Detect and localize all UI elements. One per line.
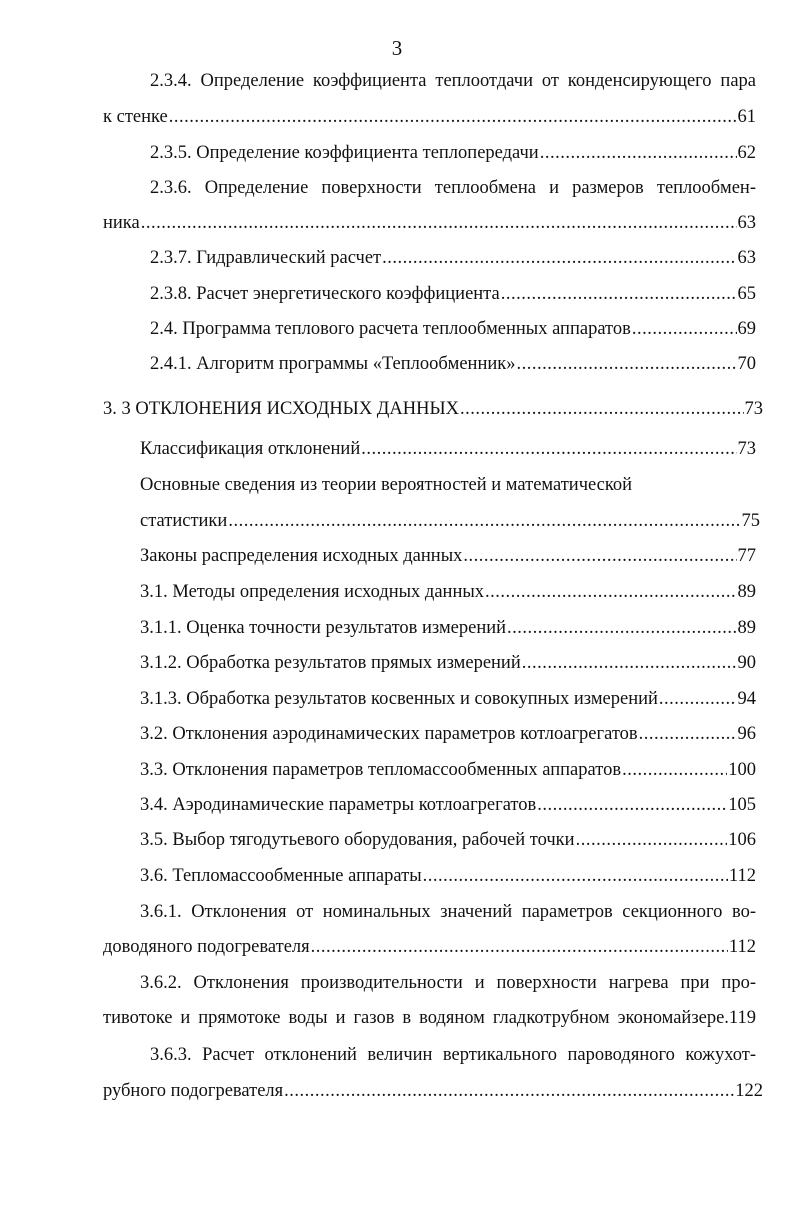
dot-leader [659, 686, 737, 712]
dot-leader [639, 721, 737, 747]
dot-leader [537, 792, 727, 818]
toc-entry-text: к стенке [103, 107, 168, 127]
dot-leader [284, 1078, 734, 1104]
toc-entry-text: рубного подогревателя [103, 1081, 284, 1101]
toc-page-number: 63 [737, 213, 756, 233]
toc-page-number: 89 [737, 618, 756, 638]
dot-leader [361, 436, 736, 462]
toc-entry-text: 2.3.8. Расчет энергетического коэффициента [150, 284, 500, 304]
toc-entry-text: 2.4.1. Алгоритм программы «Теплообменник» [150, 354, 516, 374]
toc-line [140, 863, 756, 889]
dot-leader [382, 245, 736, 271]
toc-entry-text: доводяного подогревателя [103, 937, 310, 957]
toc-line [140, 543, 756, 569]
toc-page-number: 122 [735, 1081, 763, 1101]
toc-line [103, 104, 756, 130]
toc-entry-text: 3.4. Аэродинамические параметры котлоагрегатов [140, 795, 537, 815]
toc-page-number: 62 [737, 143, 756, 163]
toc-page-number: 77 [737, 546, 756, 566]
toc-page-number: 65 [737, 284, 756, 304]
toc-page-number: 89 [737, 582, 756, 602]
toc-page-number: 112 [728, 937, 756, 957]
toc-line [150, 175, 756, 201]
toc-chapter-title: 3. 3 ОТКЛОНЕНИЯ ИСХОДНЫХ ДАННЫХ [103, 399, 459, 419]
toc-line [150, 316, 756, 342]
toc-entry-text: 3.1.1. Оценка точности результатов измерений [140, 618, 507, 638]
dot-leader [463, 543, 736, 569]
toc-line [140, 970, 756, 996]
toc-entry-text: 2.3.6. Определение поверхности теплообмена и размеров теплообмен- [150, 178, 756, 198]
toc-entry-text: 2.4. Программа теплового расчета теплообменных аппаратов [150, 319, 631, 339]
toc-line [150, 68, 756, 94]
dot-leader [522, 650, 737, 676]
toc-entry-text: 3.6.1. Отклонения от номинальных значений параметров секционного во- [140, 902, 756, 922]
toc-line [103, 934, 756, 960]
toc-page-number: 96 [737, 724, 756, 744]
toc-page-number: 90 [737, 653, 756, 673]
toc-entry-text: Законы распределения исходных данных [140, 546, 463, 566]
toc-entry-text: 3.2. Отклонения аэродинамических параметров котлоагрегатов [140, 724, 638, 744]
toc-line [140, 436, 756, 462]
toc-line [150, 1042, 756, 1068]
dot-leader [460, 396, 744, 422]
toc-line [103, 210, 756, 236]
toc-entry-text: статистики [140, 511, 228, 531]
toc-entry-text: Классификация отклонений [140, 439, 361, 459]
toc-line [140, 792, 756, 818]
toc-line [140, 757, 756, 783]
toc-line [150, 351, 756, 377]
toc-entry-text: 2.3.7. Гидравлический расчет [150, 248, 382, 268]
toc-line [150, 281, 756, 307]
toc-line [140, 472, 756, 498]
dot-leader [516, 351, 736, 377]
dot-leader [576, 827, 728, 853]
toc-entry-text: 3.6. Тепломассообменные аппараты [140, 866, 422, 886]
toc-page-number: 105 [728, 795, 756, 815]
toc-line [140, 721, 756, 747]
toc-page-number: 61 [737, 107, 756, 127]
toc-line [103, 1005, 756, 1031]
toc-entry-text: 3.1.2. Обработка результатов прямых измерений [140, 653, 521, 673]
toc-page-number: 73 [737, 439, 756, 459]
toc-page-number: 70 [737, 354, 756, 374]
toc-line [140, 899, 756, 925]
toc-page-number: 94 [737, 689, 756, 709]
toc-line [140, 650, 756, 676]
toc-entry-text: 3.6.3. Расчет отклонений величин вертикального пароводяного кожухот- [150, 1045, 756, 1065]
dot-leader [632, 316, 737, 342]
toc-line [140, 827, 756, 853]
toc-entry-text: 3.5. Выбор тягодутьевого оборудования, рабочей точки [140, 830, 575, 850]
toc-page-number: 100 [728, 760, 756, 780]
toc-entry-text: 2.3.4. Определение коэффициента теплоотдачи от конденсирующего пара [150, 71, 756, 91]
toc-entry-text: ника [103, 213, 140, 233]
toc-entry-text: тивотоке и прямотоке воды и газов в водяном гладкотрубном экономайзере.119 [103, 1008, 756, 1028]
toc-entry-text: Основные сведения из теории вероятностей и математической [140, 475, 633, 495]
toc-entry-text: 3.6.2. Отклонения производительности и поверхности нагрева при про- [140, 973, 756, 993]
toc-line [103, 396, 763, 422]
dot-leader [501, 281, 737, 307]
toc-line [140, 508, 760, 534]
dot-leader [169, 104, 737, 130]
toc-page-number: 69 [737, 319, 756, 339]
toc-page-number: 106 [728, 830, 756, 850]
dot-leader [622, 757, 727, 783]
toc-line [140, 686, 756, 712]
dot-leader [540, 140, 737, 166]
page-number: 3 [391, 36, 403, 60]
toc-page-number: 75 [741, 511, 760, 531]
toc-line [140, 579, 756, 605]
toc-entry-text: 3.3. Отклонения параметров тепломассообменных аппаратов [140, 760, 622, 780]
toc-entry-text: 2.3.5. Определение коэффициента теплопередачи [150, 143, 539, 163]
toc-page-number: 112 [728, 866, 756, 886]
dot-leader [311, 934, 728, 960]
dot-leader [507, 615, 736, 641]
dot-leader [485, 579, 736, 605]
toc-line [140, 615, 756, 641]
dot-leader [423, 863, 728, 889]
dot-leader [141, 210, 737, 236]
toc-line [150, 245, 756, 271]
toc-line [150, 140, 756, 166]
toc-entry-text: 3.1. Методы определения исходных данных [140, 582, 485, 602]
dot-leader [228, 508, 740, 534]
toc-page-number: 73 [744, 399, 763, 419]
toc-page-number: 63 [737, 248, 756, 268]
toc-entry-text: 3.1.3. Обработка результатов косвенных и совокупных измерений [140, 689, 658, 709]
toc-line [103, 1078, 763, 1104]
